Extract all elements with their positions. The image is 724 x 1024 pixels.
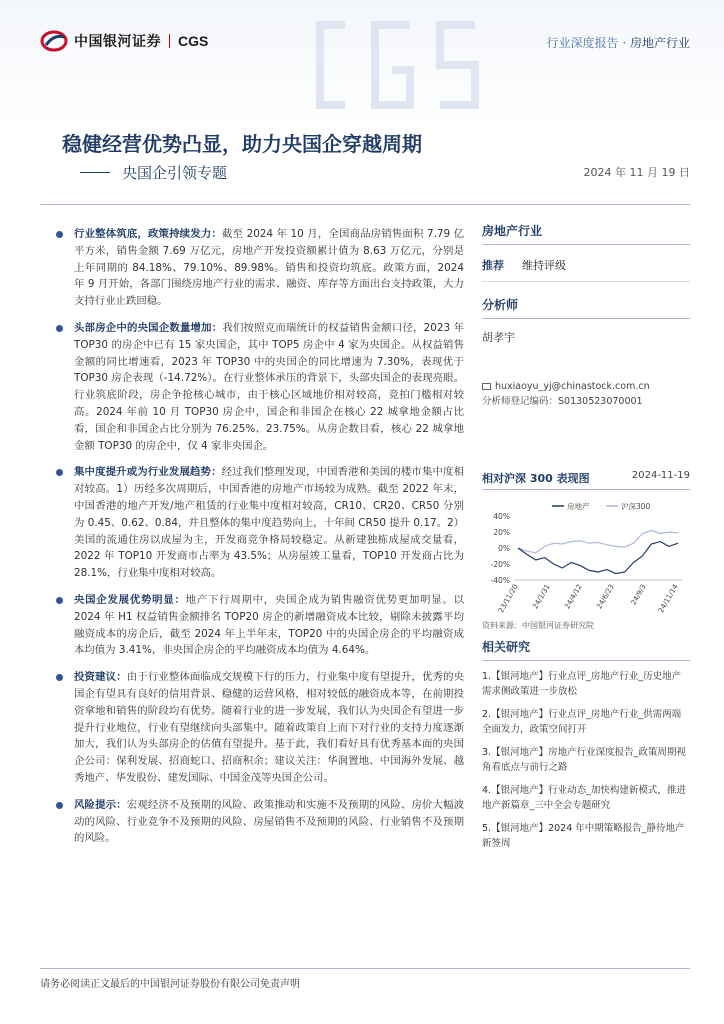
header-band	[0, 0, 724, 128]
bullet-icon	[56, 802, 63, 809]
related-item[interactable]: 1.【银河地产】行业点评_房地产行业_历史地产需求侧政策进一步放松	[482, 671, 682, 697]
paragraph-keyword: 行业整体筑底，政策持续发力：	[74, 228, 222, 240]
bullet-icon	[56, 597, 63, 604]
paragraph-text: 我们按照克而瑞统计的权益销售金额口径，2023 年 TOP30 的房企中已有 15 家央国企，其中 TOP5 房企中 4 家为央国企。从权益销售金额的同比增速看，2023 年 TOP30 中的央国企的同比增速为 7.30%，表现优于 TOP30 房企表现（-14.72%）。在行业整体承压的背景下，头部央国企的表现亮眼。行业筑底阶段，房企争抢核心城市，由于核心区域地价相对较高，竞拍门槛相对较高。2024 年前 10 月 TOP30 房企中，国企和非国企在核心 22 城拿地金额占比看，国企和非国企占比分别为 76.25%、23.75%。从房企数目看，核心 22 城拿地金额 TOP30 的房企中，仅 4 家非央国企。	[74, 321, 464, 452]
related-item[interactable]: 4.【银河地产】行业动态_加快构建新模式，推进地产新篇章_三中全会专题研究	[482, 785, 686, 811]
analyst-name: 胡孝宇	[482, 331, 515, 344]
paragraph-text: 宏观经济不及预期的风险、政策推动和实施不及预期的风险、房价大幅波动的风险、行业竞争不及预期的风险、房屋销售不及预期的风险、行业销售不及预期的风险。	[74, 798, 465, 845]
y-tick-label: 0%	[498, 544, 510, 553]
y-tick-label: -20%	[490, 560, 510, 569]
paragraph-keyword: 投资建议：	[74, 671, 127, 684]
report-type	[546, 34, 690, 51]
related-item[interactable]: 5.【银河地产】2024 年中期策略报告_静待地产新签周	[482, 823, 685, 849]
performance-line-chart	[482, 494, 690, 620]
paragraph-text: 由于行业整体面临成交规模下行的压力，行业集中度有望提升，优秀的央国企有望具有良好的信用背景、稳健的运营风格，相对较低的融资成本等，在前期投资拿地和销售的阶段均有优势。随着行业的进一步发展，我们认为央国企有望进一步提升行业地位，行业有望继续向头部集中。随着政策自上而下对行业的支持力度逐渐加大，我们认为头部房企的估值有望提升。基于此，我们看好具有优秀基本面的央国企公司：保利发展、招商蛇口、招商积余；建议关注：华润置地、中国海外发展、越秀地产、华发股份、建发国际、中国金茂等央国企公司。	[74, 671, 465, 784]
summary-paragraph	[52, 669, 464, 787]
relative-performance-chart	[482, 470, 690, 630]
chart-source: 资料来源：中国银河证券研究院	[482, 621, 594, 630]
cgs-watermark-icon	[300, 10, 500, 120]
x-tick-label: 24/9/3	[629, 583, 648, 607]
report-subtitle: 央国企引领专题	[122, 164, 228, 182]
summary-paragraph	[52, 226, 464, 310]
legend-label-b: 沪深300	[621, 502, 651, 511]
rating-label: 推荐	[482, 259, 504, 272]
analyst-title: 分析师	[482, 296, 690, 319]
analyst-cert: 分析师登记编码：S0130523070001	[482, 396, 643, 407]
report-type-label: 行业深度报告	[546, 36, 619, 50]
summary-paragraph	[52, 320, 464, 454]
report-title: 稳健经营优势凸显，助力央国企穿越周期	[62, 132, 422, 156]
email-icon	[482, 383, 491, 390]
summary-paragraph	[52, 592, 464, 659]
subtitle-row	[80, 162, 227, 183]
rating-row	[482, 257, 690, 282]
logo-cgs: CGS	[178, 33, 209, 49]
y-tick-label: 40%	[493, 512, 510, 521]
analyst-email-row	[482, 379, 690, 394]
bullet-icon	[56, 469, 63, 476]
bullet-icon	[56, 325, 63, 332]
chart-date: 2024-11-19	[631, 470, 690, 481]
footer-divider	[40, 968, 690, 969]
analyst-info	[482, 379, 690, 409]
header-divider	[40, 204, 690, 205]
related-title: 相关研究	[482, 638, 690, 661]
report-industry: 房地产行业	[629, 36, 690, 50]
x-tick-label: 24/4/12	[563, 583, 584, 611]
main-content	[52, 226, 464, 857]
footer-disclaimer: 请务必阅读正文最后的中国银河证券股份有限公司免责声明	[40, 979, 300, 990]
series-line-b	[518, 530, 678, 552]
summary-paragraph	[52, 464, 464, 582]
paragraph-keyword: 集中度提升或为行业发展趋势：	[74, 466, 222, 479]
logo-separator	[169, 34, 170, 48]
series-line-a	[518, 542, 678, 574]
x-tick-label: 24/1/31	[531, 583, 552, 611]
chart-header	[482, 470, 690, 490]
paragraph-text: 经过我们整理发现，中国香港和美国的楼市集中度相对较高。1）历经多次周期后，中国香港的房地产市场较为成熟。截至 2022 年末，中国香港的地产开发/地产租赁的行业集中度相对较高，CR10、CR20、CR50 分别为 0.45、0.62、0.84，并且整体的集中度趋势向上，十年间 CR50 提升 0.17。2）美国的流通住房以成屋为主，开发商竞争格局较稳定。从新建独栋成屋成交量看，2022 年 TOP10 开发商市占率为 43.5%；从房屋竣工量看，TOP10 开发商占比为 28.1%，行业集中度相对较高。	[74, 466, 464, 580]
bullet-icon	[56, 231, 63, 238]
related-item[interactable]: 2.【银河地产】行业点评_房地产行业_供需两端全面发力，政策空间打开	[482, 709, 682, 735]
sidebar	[482, 222, 690, 409]
company-logo	[40, 30, 208, 52]
related-research	[482, 638, 690, 851]
report-type-sep: ·	[622, 36, 627, 50]
y-tick-label: -40%	[490, 576, 510, 585]
paragraph-text: 地产下行周期中，央国企成为销售融资优势更加明显。以 2024 年 H1 权益销售金额排名 TOP20 房企的新增融资成本比较，剔除未披露平均融资成本的房企后，截至 2024 年上半年末，TOP20 中的央国企房企的平均融资成本均值为 3.41%，非央国企房企的平均融资成本均值为 4.64%。	[74, 593, 465, 657]
logo-text: 中国银河证券	[74, 34, 161, 50]
subtitle-dash	[80, 172, 110, 173]
paragraph-keyword: 风险提示：	[74, 798, 127, 811]
paragraph-keyword: 头部房企中的央国企数量增加：	[74, 321, 223, 334]
legend-label-a: 房地产	[567, 502, 590, 511]
rating-value: 维持评级	[522, 259, 566, 272]
bullet-icon	[56, 674, 63, 681]
x-tick-label: 24/6/23	[595, 583, 616, 611]
x-tick-label: 23/11/20	[497, 583, 520, 615]
paragraph-text: 截至 2024 年 10 月，全国商品房销售面积 7.79 亿平方米，销售金额 7.69 万亿元，房地产开发投资额累计值为 8.63 万亿元，分别是上年同期的 84.18%、79.10%、89.98%。销售和投资均筑底。政策方面，2024 年 9 月开始，各部门围绕房地产行业的需求、融资、库存等方面出台支持政策，大力支持行业止跌回稳。	[74, 228, 465, 308]
summary-paragraph	[52, 797, 464, 847]
related-item[interactable]: 3.【银河地产】房地产行业深度报告_政策周期视角看底点与前行之路	[482, 747, 686, 773]
y-tick-label: 20%	[493, 528, 510, 537]
x-axis-ticks	[497, 583, 680, 615]
sidebar-industry-title: 房地产行业	[482, 222, 690, 245]
paragraph-keyword: 央国企发展优势明显：	[74, 593, 186, 606]
report-date: 2024 年 11 月 19 日	[583, 166, 690, 179]
chart-title: 相对沪深 300 表现图	[482, 472, 590, 485]
analyst-email[interactable]: huxiaoyu_yj@chinastock.com.cn	[495, 381, 650, 392]
x-tick-label: 24/11/14	[657, 583, 680, 615]
galaxy-logo-icon	[40, 30, 68, 52]
